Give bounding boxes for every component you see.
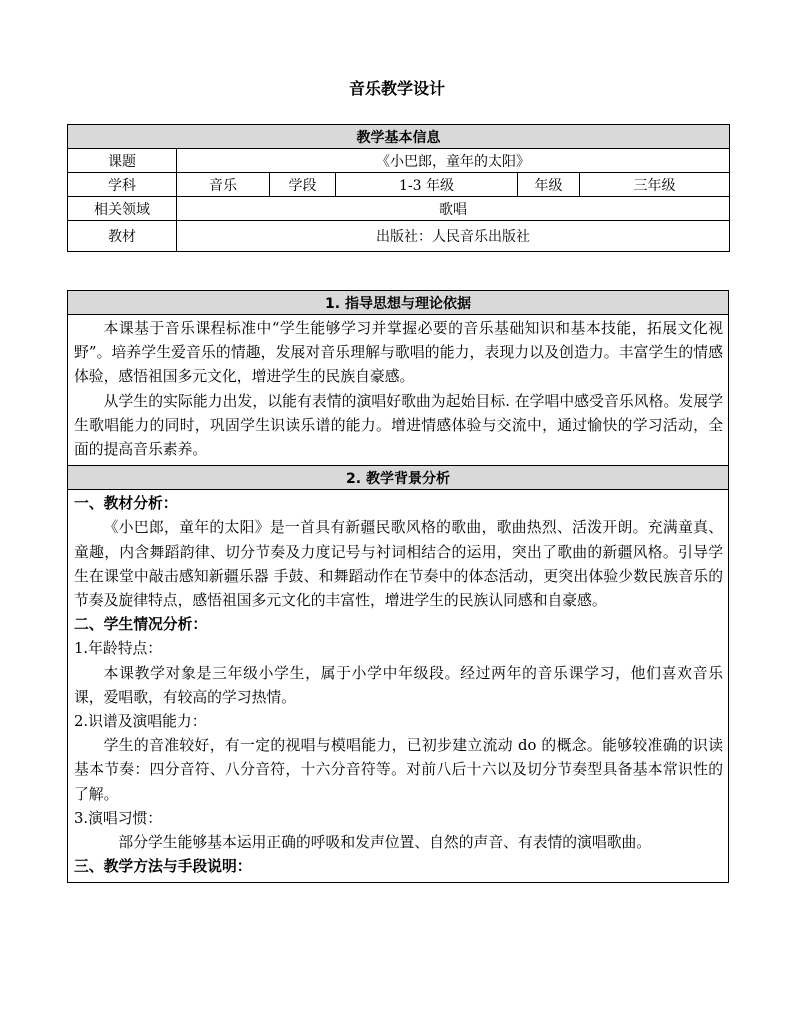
section1-paragraph-1: 本课基于音乐课程标准中“学生能够学习并掌握必要的音乐基础知识和基本技能，拓展文化视野”。培养学生爱音乐的情趣，发展对音乐理解与歌唱的能力，表现力以及创造力。丰富学生的情感体验，感悟祖国多元文化，增进学生的民族自豪感。 [74, 320, 723, 386]
textbook-label: 教材 [68, 221, 177, 252]
notation-paragraph: 学生的音准较好，有一定的视唱与模唱能力，已初步建立流动 do 的概念。能够较准确的识读基本节奏：四分音符、八分音符，十六分音符等。对前八后十六以及切分节奏型具备基本常识性的了解。 [74, 737, 723, 803]
document-title: 音乐教学设计 [348, 79, 445, 98]
singing-paragraph: 部分学生能够基本运用正确的呼吸和发声位置、自然的声音、有表情的演唱歌曲。 [118, 834, 652, 852]
basic-info-table [67, 124, 730, 252]
basic-info-header: 教学基本信息 [68, 125, 730, 149]
field-value: 歌唱 [177, 197, 730, 221]
subject-label: 学科 [68, 173, 177, 197]
age-paragraph: 本课教学对象是三年级小学生，属于小学中年级段。经过两年的音乐课学习，他们喜欢音乐课，爱唱歌，有较高的学习热情。 [74, 664, 723, 706]
notation-heading: 2.识谱及演唱能力： [74, 713, 207, 731]
design-table [67, 290, 729, 883]
stage-label: 学段 [270, 173, 336, 197]
section1-paragraph-2: 从学生的实际能力出发，以能有表情的演唱好歌曲为起始目标. 在学唱中感受音乐风格。发展学生歌唱能力的同时，巩固学生识读乐谱的能力。增进情感体验与交流中，通过愉快的学习活动，全面的提高音乐素养。 [74, 392, 723, 459]
student-analysis-heading: 二、学生情况分析： [74, 616, 208, 634]
textbook-analysis-paragraph: 《小巴郎，童年的太阳》是一首具有新疆民歌风格的歌曲，歌曲热烈、活泼开朗。充满童真、童趣，内含舞蹈韵律、切分节奏及力度记号与衬词相结合的运用，突出了歌曲的新疆风格。引导学生在课堂中敲击感知新疆乐器 手鼓、和舞蹈动作在节奏中的体态活动，更突出体验少数民族音乐的节奏及旋律特点，感悟祖国多元文化的丰富性，增进学生的民族认同感和自豪感。 [74, 519, 723, 610]
subject-value: 音乐 [177, 173, 270, 197]
field-label: 相关领域 [68, 197, 177, 221]
age-heading: 1.年龄特点： [74, 640, 163, 658]
topic-value: 《小巴郎，童年的太阳》 [177, 149, 730, 173]
singing-heading: 3.演唱习惯： [74, 809, 163, 827]
section2-header: 2. 教学背景分析 [68, 466, 729, 490]
textbook-analysis-heading: 一、教材分析： [74, 495, 178, 513]
textbook-value: 出版社：人民音乐出版社 [177, 221, 730, 252]
section1-body [68, 315, 729, 466]
methods-heading: 三、教学方法与手段说明： [74, 858, 252, 876]
grade-label: 年级 [518, 173, 580, 197]
section1-header: 1. 指导思想与理论依据 [68, 291, 729, 315]
section2-body [68, 490, 729, 883]
topic-label: 课题 [68, 149, 177, 173]
grade-value: 三年级 [580, 173, 730, 197]
stage-value: 1-3 年级 [336, 173, 518, 197]
